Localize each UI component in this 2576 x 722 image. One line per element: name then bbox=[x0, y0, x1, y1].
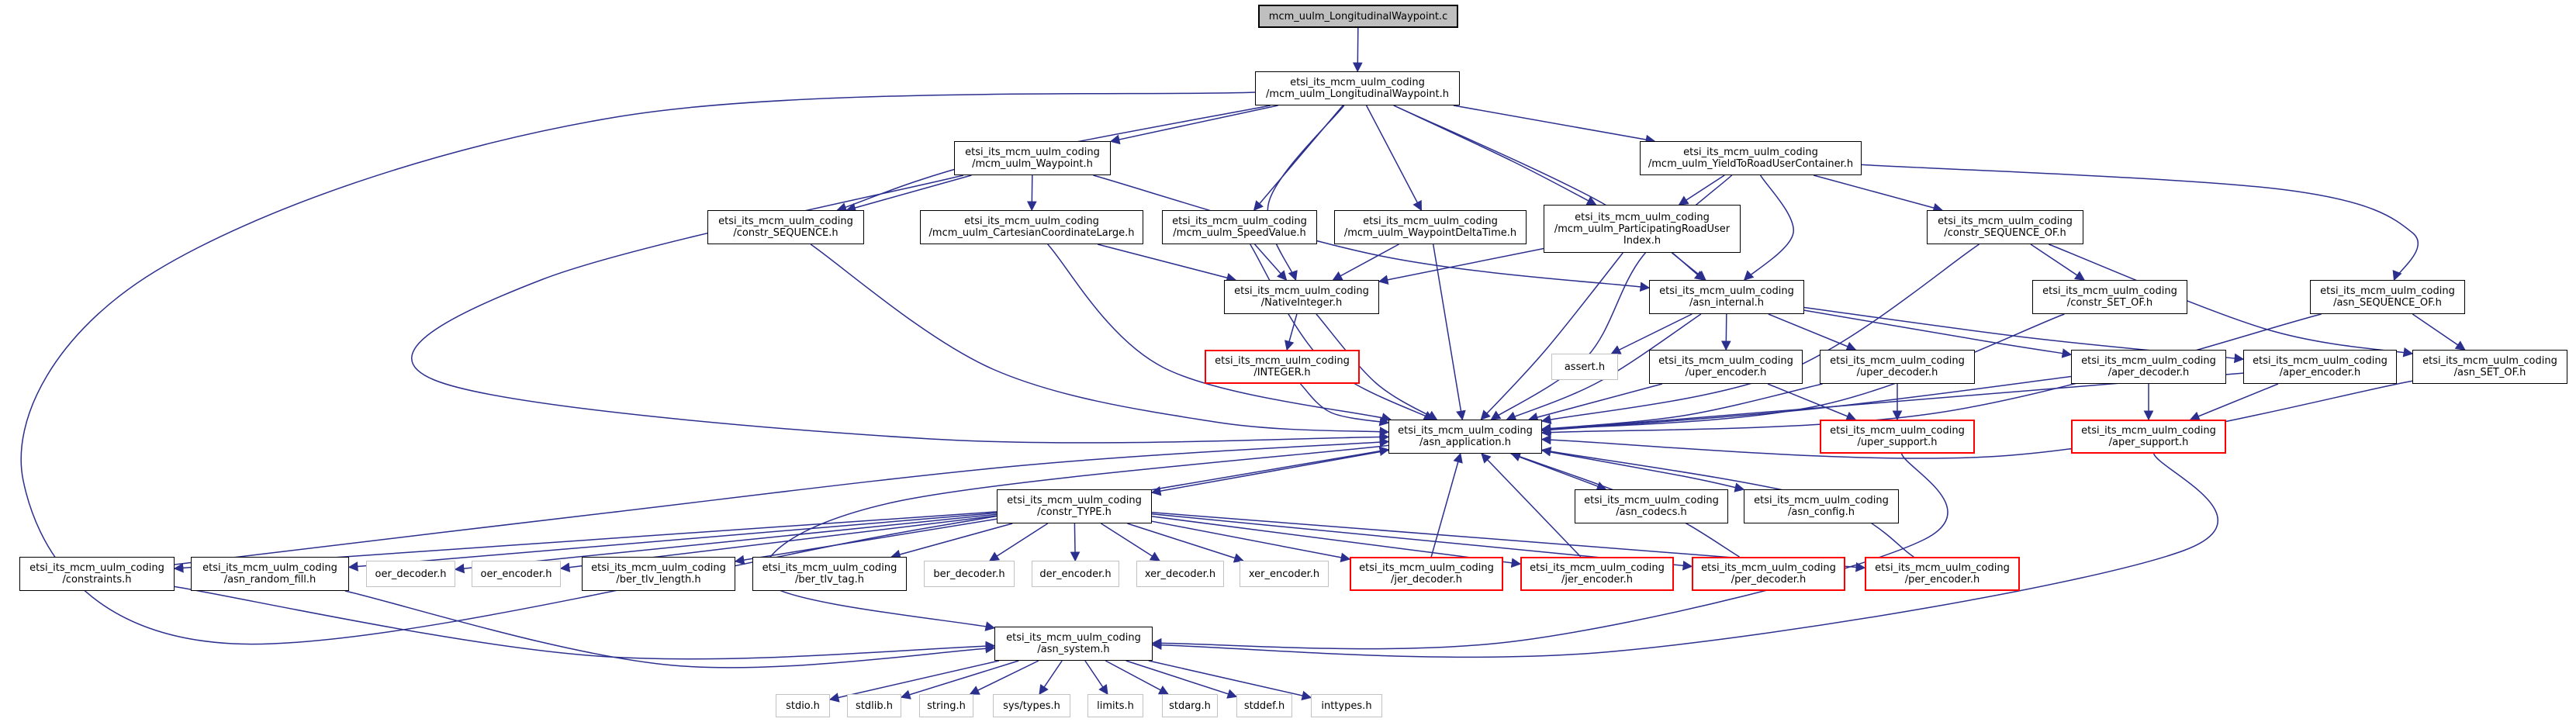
edge-constr-type-to-jer-decoder bbox=[1152, 521, 1350, 559]
edge-asn-system-to-inttypes bbox=[1149, 661, 1311, 698]
edge-constr-type-to-ber-decoder bbox=[990, 523, 1048, 561]
node-label-line: stdarg.h bbox=[1169, 700, 1211, 712]
node-lw-h[interactable] bbox=[1255, 71, 1460, 105]
node-uper-support[interactable] bbox=[1820, 420, 1975, 454]
node-label-line: /uper_support.h bbox=[1857, 437, 1938, 448]
node-label-line: /constr_TYPE.h bbox=[1037, 506, 1112, 518]
node-label-line: /mcm_uulm_YieldToRoadUserContainer.h bbox=[1648, 158, 1854, 170]
node-label-line: etsi_its_mcm_uulm_coding bbox=[1359, 562, 1494, 574]
node-label-line: etsi_its_mcm_uulm_coding bbox=[1215, 355, 1350, 367]
node-label-line: etsi_its_mcm_uulm_coding bbox=[29, 562, 164, 574]
node-label-line: /INTEGER.h bbox=[1253, 367, 1311, 378]
node-label-line: /uper_encoder.h bbox=[1685, 367, 1767, 378]
node-asn-config[interactable] bbox=[1744, 489, 1899, 523]
node-label-line: etsi_its_mcm_uulm_coding bbox=[1938, 216, 2073, 227]
node-ccl[interactable] bbox=[920, 210, 1143, 244]
edge-constr-type-to-xer-decoder bbox=[1101, 523, 1160, 561]
node-label-line: etsi_its_mcm_uulm_coding bbox=[2081, 355, 2216, 367]
node-label-line: etsi_its_mcm_uulm_coding bbox=[1701, 562, 1836, 574]
node-waypoint-h[interactable] bbox=[954, 141, 1111, 175]
node-label-line: /mcm_uulm_SpeedValue.h bbox=[1173, 227, 1306, 239]
node-label-line: /per_encoder.h bbox=[1904, 574, 1980, 586]
node-label-line: /jer_decoder.h bbox=[1391, 574, 1462, 586]
node-label-line: etsi_its_mcm_uulm_coding bbox=[1006, 632, 1141, 644]
node-label-line: /aper_decoder.h bbox=[2107, 367, 2190, 378]
edge-asn-internal-to-uper-decoder bbox=[1769, 314, 1855, 350]
node-speedvalue[interactable] bbox=[1162, 210, 1317, 244]
node-label-line: etsi_its_mcm_uulm_coding bbox=[718, 216, 853, 227]
node-assert-h[interactable] bbox=[1551, 354, 1618, 380]
node-label-line: etsi_its_mcm_uulm_coding bbox=[2320, 285, 2455, 297]
edge-lw-h-to-native-integer bbox=[1267, 105, 1344, 280]
node-label-line: etsi_its_mcm_uulm_coding bbox=[1575, 211, 1710, 223]
edge-lw-c-to-lw-h bbox=[1357, 28, 1358, 71]
edge-asn-system-to-stdarg bbox=[1105, 661, 1168, 694]
edge-prui-to-asn-internal bbox=[1672, 253, 1705, 280]
edge-constr-set-of-to-asn-application bbox=[1542, 314, 2064, 430]
edge-wdt-to-asn-application bbox=[1433, 244, 1463, 420]
node-asn-application[interactable] bbox=[1388, 420, 1542, 454]
node-label-line: etsi_its_mcm_uulm_coding bbox=[1363, 216, 1498, 227]
edge-waypoint-h-to-constr-sequence bbox=[847, 175, 972, 210]
node-label-line: /asn_codecs.h bbox=[1616, 506, 1687, 518]
edge-constr-seq-of-to-constr-set-of bbox=[2031, 244, 2084, 280]
node-label-line: /asn_SEQUENCE_OF.h bbox=[2333, 297, 2442, 309]
node-aper-encoder[interactable] bbox=[2243, 350, 2397, 384]
node-label-line: oer_encoder.h bbox=[480, 568, 552, 580]
node-label-line: etsi_its_mcm_uulm_coding bbox=[1875, 562, 2010, 574]
node-label-line: /asn_application.h bbox=[1419, 437, 1511, 448]
node-label-line: /mcm_uulm_CartesianCoordinateLarge.h bbox=[928, 227, 1135, 239]
node-jer-decoder[interactable] bbox=[1350, 557, 1503, 591]
node-label-line: /mcm_uulm_WaypointDeltaTime.h bbox=[1343, 227, 1517, 239]
node-label-line: /ber_tlv_length.h bbox=[616, 574, 701, 586]
node-stdio[interactable] bbox=[776, 694, 830, 717]
node-label-line: etsi_its_mcm_uulm_coding bbox=[1754, 495, 1889, 506]
node-label-line: stddef.h bbox=[1243, 700, 1285, 712]
node-label-line: /uper_decoder.h bbox=[1856, 367, 1938, 378]
node-jer-encoder[interactable] bbox=[1520, 557, 1674, 591]
node-per-decoder[interactable] bbox=[1692, 557, 1845, 591]
edge-ytru-h-to-constr-seq-of bbox=[1814, 175, 1942, 210]
node-uper-decoder[interactable] bbox=[1820, 350, 1975, 384]
edge-constr-type-to-der-encoder bbox=[1074, 523, 1075, 561]
node-label-line: stdio.h bbox=[786, 700, 820, 712]
node-label-line: etsi_its_mcm_uulm_coding bbox=[1830, 355, 1965, 367]
edge-asn-system-to-limits bbox=[1085, 661, 1108, 694]
node-label-line: der_encoder.h bbox=[1039, 568, 1112, 580]
node-label-line: /asn_random_fill.h bbox=[223, 574, 316, 586]
node-asn-system[interactable] bbox=[994, 627, 1153, 661]
node-label-line: /constr_SET_OF.h bbox=[2066, 297, 2153, 309]
node-label-line: etsi_its_mcm_uulm_coding bbox=[1290, 77, 1425, 88]
node-label-line: /constr_SEQUENCE.h bbox=[733, 227, 838, 239]
node-label-line: xer_decoder.h bbox=[1144, 568, 1216, 580]
node-asn-internal[interactable] bbox=[1649, 280, 1804, 314]
node-label-line: etsi_its_mcm_uulm_coding bbox=[2422, 355, 2557, 367]
edge-wdt-to-native-integer bbox=[1333, 244, 1399, 280]
node-asn-random-fill[interactable] bbox=[191, 557, 349, 591]
node-native-integer[interactable] bbox=[1224, 280, 1379, 314]
node-label-line: etsi_its_mcm_uulm_coding bbox=[1172, 216, 1307, 227]
node-label-line: limits.h bbox=[1097, 700, 1134, 712]
node-ber-tlv-length[interactable] bbox=[582, 557, 735, 591]
node-label-line: /constraints.h bbox=[62, 574, 132, 586]
edge-asn-internal-to-uper-encoder bbox=[1726, 314, 1727, 350]
edge-asn-random-fill-to-asn-system bbox=[345, 591, 994, 668]
node-label-line: /asn_config.h bbox=[1787, 506, 1855, 518]
node-lw-c[interactable] bbox=[1258, 5, 1458, 28]
node-label-line: stdlib.h bbox=[856, 700, 893, 712]
node-ytru-h[interactable] bbox=[1640, 141, 1862, 175]
edge-asn-system-to-stddef bbox=[1126, 661, 1236, 696]
edge-asn-system-to-sys-types bbox=[1039, 661, 1062, 694]
node-label-line: /mcm_uulm_LongitudinalWaypoint.h bbox=[1266, 88, 1449, 100]
node-xer-decoder[interactable] bbox=[1136, 561, 1224, 587]
node-wdt[interactable] bbox=[1334, 210, 1527, 244]
edge-lw-h-to-prui bbox=[1394, 105, 1596, 205]
node-label-line: etsi_its_mcm_uulm_coding bbox=[762, 562, 897, 574]
edge-ccl-to-asn-application bbox=[1048, 244, 1391, 420]
edge-asn-internal-to-aper-decoder bbox=[1804, 310, 2071, 354]
node-label-line: /ber_tlv_tag.h bbox=[794, 574, 865, 586]
node-string[interactable] bbox=[919, 694, 973, 717]
edge-jer-decoder-to-asn-application bbox=[1431, 454, 1461, 557]
node-constr-type[interactable] bbox=[997, 489, 1152, 523]
edge-lw-h-to-waypoint-h bbox=[1111, 105, 1278, 141]
node-label-line: etsi_its_mcm_uulm_coding bbox=[1234, 285, 1369, 297]
node-label-line: /constr_SEQUENCE_OF.h bbox=[1944, 227, 2066, 239]
node-label-line: etsi_its_mcm_uulm_coding bbox=[1398, 425, 1533, 437]
node-oer-encoder[interactable] bbox=[472, 561, 561, 587]
node-integer[interactable] bbox=[1205, 350, 1360, 384]
node-stdarg[interactable] bbox=[1162, 694, 1218, 717]
node-label-line: /mcm_uulm_ParticipatingRoadUser bbox=[1554, 223, 1731, 235]
edge-lw-h-to-ytru-h bbox=[1454, 105, 1655, 141]
node-label-line: sys/types.h bbox=[1003, 700, 1060, 712]
node-constr-set-of[interactable] bbox=[2032, 280, 2187, 314]
node-asn-set-of[interactable] bbox=[2412, 350, 2567, 384]
node-label-line: string.h bbox=[927, 700, 966, 712]
node-ber-tlv-tag[interactable] bbox=[752, 557, 907, 591]
node-constr-sequence[interactable] bbox=[707, 210, 864, 244]
node-der-encoder[interactable] bbox=[1032, 561, 1119, 587]
node-label-line: /per_decoder.h bbox=[1731, 574, 1807, 586]
node-label-line: etsi_its_mcm_uulm_coding bbox=[591, 562, 726, 574]
node-prui[interactable] bbox=[1544, 205, 1741, 253]
edge-uper-encoder-to-uper-support bbox=[1768, 384, 1855, 420]
edge-constr-type-to-xer-encoder bbox=[1127, 523, 1243, 561]
node-label-line: etsi_its_mcm_uulm_coding bbox=[965, 147, 1100, 158]
node-oer-decoder[interactable] bbox=[366, 561, 455, 587]
node-label-line: /asn_internal.h bbox=[1689, 297, 1765, 309]
node-constraints[interactable] bbox=[19, 557, 175, 591]
edge-uper-encoder-to-asn-application bbox=[1529, 384, 1662, 420]
node-label-line: mcm_uulm_LongitudinalWaypoint.c bbox=[1268, 10, 1448, 22]
edge-aper-encoder-to-aper-support bbox=[2190, 384, 2278, 420]
node-label-line: etsi_its_mcm_uulm_coding bbox=[2253, 355, 2388, 367]
node-label-line: inttypes.h bbox=[1321, 700, 1372, 712]
node-aper-support[interactable] bbox=[2071, 420, 2226, 454]
node-label-line: etsi_its_mcm_uulm_coding bbox=[1584, 495, 1719, 506]
edge-lw-h-to-wdt bbox=[1367, 105, 1422, 210]
node-limits[interactable] bbox=[1087, 694, 1143, 717]
node-label-line: etsi_its_mcm_uulm_coding bbox=[1007, 495, 1142, 506]
node-label-line: /NativeInteger.h bbox=[1260, 297, 1343, 309]
edge-aper-support-to-asn-system bbox=[1153, 454, 2218, 657]
node-label-line: /mcm_uulm_Waypoint.h bbox=[972, 158, 1093, 170]
node-label-line: etsi_its_mcm_uulm_coding bbox=[964, 216, 1099, 227]
node-asn-sequence-of[interactable] bbox=[2310, 280, 2465, 314]
node-label-line: /aper_support.h bbox=[2108, 437, 2189, 448]
node-label-line: etsi_its_mcm_uulm_coding bbox=[1530, 562, 1665, 574]
node-sys-types[interactable] bbox=[993, 694, 1070, 717]
node-label-line: /jer_encoder.h bbox=[1561, 574, 1633, 586]
node-label-line: /asn_system.h bbox=[1037, 644, 1110, 655]
node-aper-decoder[interactable] bbox=[2071, 350, 2226, 384]
node-label-line: etsi_its_mcm_uulm_coding bbox=[2081, 425, 2216, 437]
node-label-line: etsi_its_mcm_uulm_coding bbox=[1683, 147, 1818, 158]
node-label-line: oer_decoder.h bbox=[375, 568, 447, 580]
edge-prui-to-native-integer bbox=[1379, 249, 1544, 282]
edge-constr-type-to-ber-tlv-length bbox=[735, 519, 997, 561]
node-stdlib[interactable] bbox=[847, 694, 901, 717]
node-stddef[interactable] bbox=[1236, 694, 1292, 717]
edge-asn-sequence-of-to-asn-set-of bbox=[2412, 314, 2464, 350]
node-label-line: etsi_its_mcm_uulm_coding bbox=[1830, 425, 1965, 437]
edge-ccl-to-native-integer bbox=[1098, 244, 1236, 280]
node-label-line: etsi_its_mcm_uulm_coding bbox=[2042, 285, 2177, 297]
node-label-line: etsi_its_mcm_uulm_coding bbox=[1658, 355, 1793, 367]
edge-constr-type-to-ber-tlv-tag bbox=[891, 523, 1012, 557]
node-per-encoder[interactable] bbox=[1865, 557, 2020, 591]
edge-asn-application-to-asn-system bbox=[764, 445, 1388, 627]
node-label-line: /asn_SET_OF.h bbox=[2453, 367, 2526, 378]
node-label-line: assert.h bbox=[1564, 361, 1606, 373]
node-label-line: xer_encoder.h bbox=[1248, 568, 1320, 580]
node-ber-decoder[interactable] bbox=[924, 561, 1015, 587]
edge-ytru-h-to-asn-internal bbox=[1744, 175, 1793, 280]
node-inttypes[interactable] bbox=[1311, 694, 1382, 717]
edge-constr-seq-of-to-asn-application bbox=[1542, 244, 1980, 421]
edge-uper-support-to-asn-system bbox=[1153, 454, 1948, 649]
edge-lw-h-to-asn-internal bbox=[1394, 105, 1704, 280]
node-label-line: ber_decoder.h bbox=[933, 568, 1005, 580]
node-label-line: /aper_encoder.h bbox=[2279, 367, 2361, 378]
node-label-line: etsi_its_mcm_uulm_coding bbox=[202, 562, 337, 574]
node-label-line: etsi_its_mcm_uulm_coding bbox=[1659, 285, 1794, 297]
node-label-line: Index.h bbox=[1623, 234, 1661, 247]
node-uper-encoder[interactable] bbox=[1649, 350, 1803, 384]
edge-constraints-to-asn-system bbox=[175, 586, 994, 658]
node-asn-codecs[interactable] bbox=[1575, 489, 1728, 523]
edge-asn-application-to-asn-config bbox=[1542, 451, 1744, 489]
node-constr-seq-of[interactable] bbox=[1927, 210, 2083, 244]
node-xer-encoder[interactable] bbox=[1240, 561, 1329, 587]
